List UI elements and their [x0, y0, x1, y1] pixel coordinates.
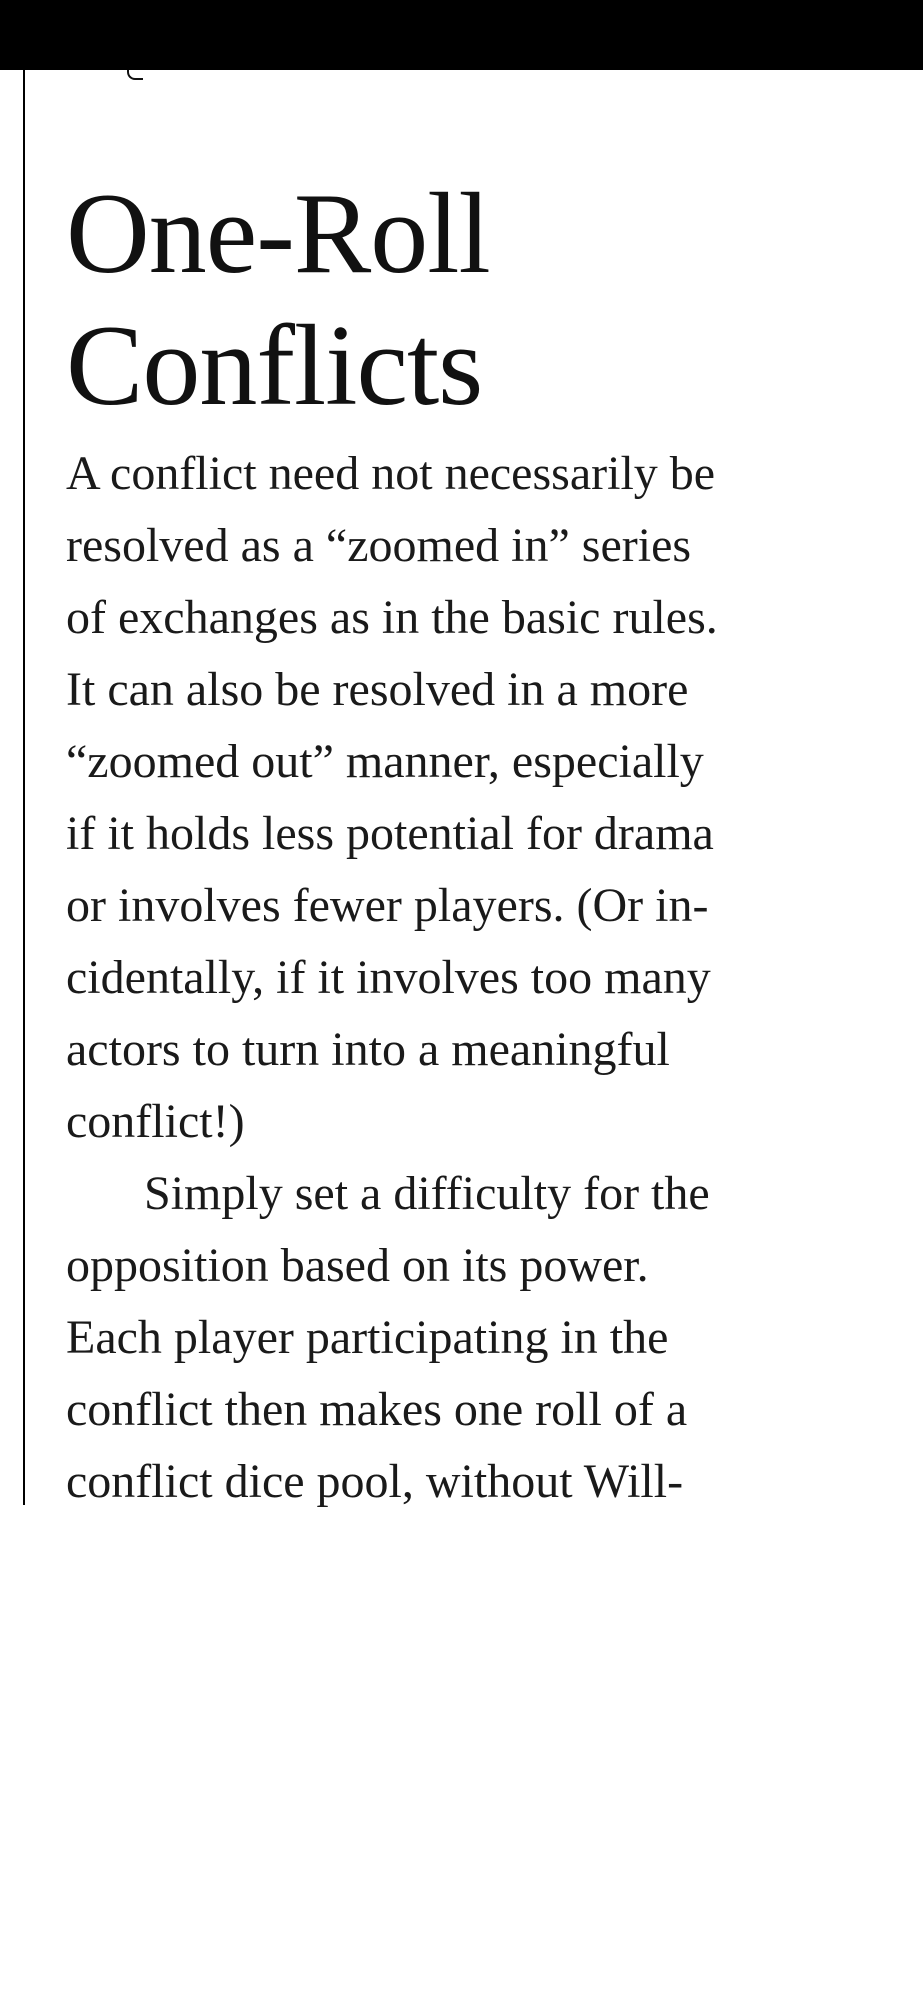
margin-rule [23, 70, 25, 1505]
paragraph-1 [66, 438, 826, 1158]
top-bar [0, 0, 923, 70]
text-line: A conflict need not necessarily be [66, 447, 716, 500]
text-line: Each player participating in the [66, 1311, 669, 1364]
article-body [66, 438, 826, 1518]
text-line: cidentally, if it involves too many [66, 951, 711, 1004]
text-line: actors to turn into a meaningful [66, 1023, 670, 1076]
page-title [66, 168, 626, 432]
text-line: It can also be resolved in a more [66, 663, 689, 716]
text-line: opposition based on its power. [66, 1239, 649, 1292]
text-line: “zoomed out” manner, especially [66, 735, 704, 788]
text-line: resolved as a “zoomed in” series [66, 519, 692, 572]
text-line: conflict!) [66, 1095, 245, 1148]
text-line: if it holds less potential for drama [66, 807, 714, 860]
text-line: conflict dice pool, without Will- [66, 1455, 684, 1508]
text-line: of exchanges as in the basic rules. [66, 591, 718, 644]
text-line: conflict then makes one roll of a [66, 1383, 688, 1436]
paragraph-2 [66, 1158, 826, 1518]
page-title-line: Conflicts [66, 302, 483, 430]
cut-off-text-fragment [127, 70, 143, 80]
page-title-line: One-Roll [66, 170, 490, 298]
text-line: or involves fewer players. (Or in- [66, 879, 709, 932]
text-line: Simply set a difficulty for the [144, 1167, 710, 1220]
